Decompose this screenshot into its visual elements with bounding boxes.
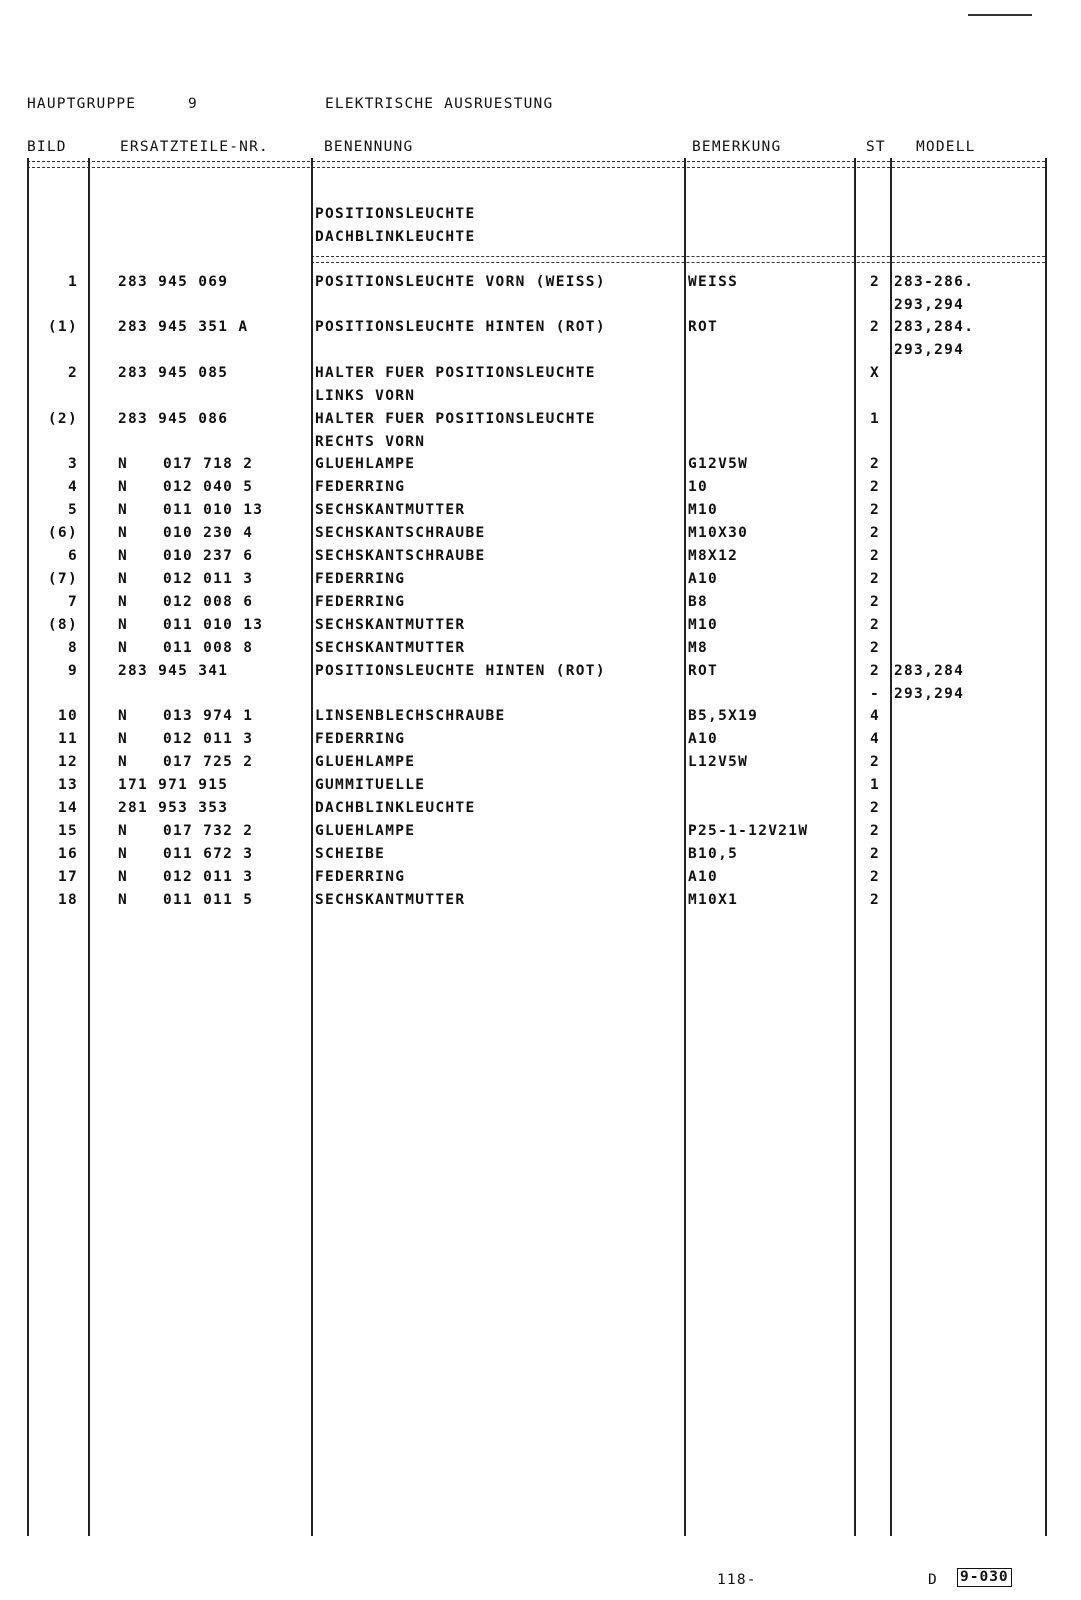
row-model-continued: 293,294 bbox=[894, 297, 965, 313]
row-bild: 15 bbox=[57, 823, 78, 839]
row-part-prefix: N bbox=[118, 502, 129, 518]
row-part-number: 017 718 2 bbox=[163, 456, 254, 472]
row-qty: 4 bbox=[869, 731, 880, 747]
main-group-title: ELEKTRISCHE AUSRUESTUNG bbox=[325, 96, 554, 112]
row-name: POSITIONSLEUCHTE HINTEN (ROT) bbox=[315, 319, 606, 335]
row-part-prefix: N bbox=[118, 571, 129, 587]
row-name: POSITIONSLEUCHTE VORN (WEISS) bbox=[315, 274, 606, 290]
row-remark: B8 bbox=[688, 594, 709, 610]
row-qty: 2 bbox=[869, 525, 880, 541]
row-part-number: 011 010 13 bbox=[163, 617, 264, 633]
row-part-prefix: N bbox=[118, 640, 129, 656]
row-qty: 2 bbox=[869, 640, 880, 656]
row-part-number: 283 945 341 bbox=[118, 663, 229, 679]
table-border-right bbox=[1045, 158, 1047, 1536]
row-bild: 4 bbox=[67, 479, 78, 495]
row-bild: 2 bbox=[67, 365, 78, 381]
row-model-continued: 293,294 bbox=[894, 342, 965, 358]
column-header-part-number: ERSATZTEILE-NR. bbox=[120, 139, 269, 155]
row-name: FEDERRING bbox=[315, 731, 406, 747]
row-name: SECHSKANTMUTTER bbox=[315, 502, 466, 518]
row-name: SECHSKANTMUTTER bbox=[315, 640, 466, 656]
row-qty: 2 bbox=[869, 663, 880, 679]
row-qty: 2 bbox=[869, 319, 880, 335]
row-remark: A10 bbox=[688, 731, 719, 747]
row-remark: M8X12 bbox=[688, 548, 739, 564]
row-part-number: 011 011 5 bbox=[163, 892, 254, 908]
row-part-number: 011 008 8 bbox=[163, 640, 254, 656]
row-bild: 9 bbox=[67, 663, 78, 679]
row-name: SCHEIBE bbox=[315, 846, 386, 862]
row-name: FEDERRING bbox=[315, 571, 406, 587]
column-header-name: BENENNUNG bbox=[324, 139, 414, 155]
row-remark: 10 bbox=[688, 479, 709, 495]
row-qty: 2 bbox=[869, 617, 880, 633]
row-name: FEDERRING bbox=[315, 869, 406, 885]
row-part-prefix: N bbox=[118, 548, 129, 564]
page-code-box: 9-030 bbox=[957, 1568, 1012, 1587]
row-bild: 7 bbox=[67, 594, 78, 610]
row-qty: 2 bbox=[869, 479, 880, 495]
row-model: 283-286. bbox=[894, 274, 975, 290]
row-name: SECHSKANTMUTTER bbox=[315, 617, 466, 633]
row-part-prefix: N bbox=[118, 708, 129, 724]
row-name: SECHSKANTSCHRAUBE bbox=[315, 525, 486, 541]
row-bild: (6) bbox=[47, 525, 78, 541]
row-part-number: 017 732 2 bbox=[163, 823, 254, 839]
row-remark: ROT bbox=[688, 663, 719, 679]
row-remark: M10X1 bbox=[688, 892, 739, 908]
row-bild: (1) bbox=[47, 319, 78, 335]
row-part-number: 171 971 915 bbox=[118, 777, 229, 793]
row-remark: A10 bbox=[688, 571, 719, 587]
row-remark: M8 bbox=[688, 640, 709, 656]
row-remark: ROT bbox=[688, 319, 719, 335]
column-divider-qty bbox=[890, 158, 892, 1536]
row-bild: 11 bbox=[57, 731, 78, 747]
row-part-prefix: N bbox=[118, 525, 129, 541]
row-qty: 2 bbox=[869, 548, 880, 564]
row-name: SECHSKANTSCHRAUBE bbox=[315, 548, 486, 564]
row-part-number: 283 945 086 bbox=[118, 411, 229, 427]
row-name: LINSENBLECHSCHRAUBE bbox=[315, 708, 506, 724]
column-header-remark: BEMERKUNG bbox=[692, 139, 782, 155]
row-qty: 1 bbox=[869, 411, 880, 427]
row-part-number: 013 974 1 bbox=[163, 708, 254, 724]
row-remark: M10X30 bbox=[688, 525, 749, 541]
row-remark: L12V5W bbox=[688, 754, 749, 770]
section-title-line1: POSITIONSLEUCHTE bbox=[315, 206, 476, 222]
row-name: GLUEHLAMPE bbox=[315, 754, 416, 770]
row-part-number: 283 945 069 bbox=[118, 274, 229, 290]
column-divider-bild bbox=[88, 158, 90, 1536]
row-bild: 1 bbox=[67, 274, 78, 290]
row-part-number: 010 230 4 bbox=[163, 525, 254, 541]
row-remark: M10 bbox=[688, 617, 719, 633]
row-name: GLUEHLAMPE bbox=[315, 456, 416, 472]
row-remark: A10 bbox=[688, 869, 719, 885]
row-bild: (2) bbox=[47, 411, 78, 427]
row-name: FEDERRING bbox=[315, 594, 406, 610]
row-bild: 16 bbox=[57, 846, 78, 862]
row-bild: 12 bbox=[57, 754, 78, 770]
row-model: 283,284 bbox=[894, 663, 965, 679]
row-qty: 4 bbox=[869, 708, 880, 724]
row-qty: 2 bbox=[869, 800, 880, 816]
row-name: GLUEHLAMPE bbox=[315, 823, 416, 839]
row-part-number: 012 011 3 bbox=[163, 731, 254, 747]
row-remark: G12V5W bbox=[688, 456, 749, 472]
row-part-number: 010 237 6 bbox=[163, 548, 254, 564]
row-remark: M10 bbox=[688, 502, 719, 518]
row-bild: 5 bbox=[67, 502, 78, 518]
row-qty: 1 bbox=[869, 777, 880, 793]
row-remark: WEISS bbox=[688, 274, 739, 290]
row-part-number: 283 945 085 bbox=[118, 365, 229, 381]
row-model-continued: 293,294 bbox=[894, 686, 965, 702]
row-name: FEDERRING bbox=[315, 479, 406, 495]
row-name: SECHSKANTMUTTER bbox=[315, 892, 466, 908]
row-part-number: 012 008 6 bbox=[163, 594, 254, 610]
row-part-prefix: N bbox=[118, 456, 129, 472]
row-part-prefix: N bbox=[118, 846, 129, 862]
column-header-bild: BILD bbox=[27, 139, 67, 155]
row-part-prefix: N bbox=[118, 617, 129, 633]
section-separator bbox=[311, 256, 1045, 263]
row-bild: 3 bbox=[67, 456, 78, 472]
scan-artifact bbox=[968, 14, 1032, 16]
section-title-line2: DACHBLINKLEUCHTE bbox=[315, 229, 476, 245]
row-qty: 2 bbox=[869, 823, 880, 839]
row-part-number: 012 011 3 bbox=[163, 571, 254, 587]
row-bild: 8 bbox=[67, 640, 78, 656]
row-part-prefix: N bbox=[118, 869, 129, 885]
row-qty: 2 bbox=[869, 846, 880, 862]
row-part-prefix: N bbox=[118, 754, 129, 770]
row-qty: 2 bbox=[869, 274, 880, 290]
row-qty: 2 bbox=[869, 892, 880, 908]
row-part-number: 011 672 3 bbox=[163, 846, 254, 862]
row-remark: B10,5 bbox=[688, 846, 739, 862]
row-part-prefix: N bbox=[118, 479, 129, 495]
header-separator bbox=[27, 161, 1045, 168]
row-part-number: 012 011 3 bbox=[163, 869, 254, 885]
row-name: POSITIONSLEUCHTE HINTEN (ROT) bbox=[315, 663, 606, 679]
main-group-number: 9 bbox=[188, 96, 198, 112]
column-divider-part-number bbox=[311, 158, 313, 1536]
row-part-number: 283 945 351 A bbox=[118, 319, 249, 335]
row-name-continued: RECHTS VORN bbox=[315, 434, 426, 450]
table-border-left bbox=[27, 158, 29, 1536]
row-qty-continued: - bbox=[869, 686, 880, 702]
column-header-qty: ST bbox=[866, 139, 886, 155]
main-group-label: HAUPTGRUPPE bbox=[27, 96, 137, 112]
row-bild: 13 bbox=[57, 777, 78, 793]
row-part-number: 017 725 2 bbox=[163, 754, 254, 770]
row-part-number: 281 953 353 bbox=[118, 800, 229, 816]
row-name: HALTER FUER POSITIONSLEUCHTE bbox=[315, 365, 596, 381]
row-bild: 17 bbox=[57, 869, 78, 885]
row-part-prefix: N bbox=[118, 823, 129, 839]
row-name: HALTER FUER POSITIONSLEUCHTE bbox=[315, 411, 596, 427]
row-bild: 14 bbox=[57, 800, 78, 816]
row-part-prefix: N bbox=[118, 731, 129, 747]
row-part-number: 012 040 5 bbox=[163, 479, 254, 495]
row-model: 283,284. bbox=[894, 319, 975, 335]
row-qty: 2 bbox=[869, 456, 880, 472]
row-bild: 18 bbox=[57, 892, 78, 908]
row-qty: 2 bbox=[869, 571, 880, 587]
row-bild: 6 bbox=[67, 548, 78, 564]
row-bild: (7) bbox=[47, 571, 78, 587]
row-qty: 2 bbox=[869, 594, 880, 610]
row-qty: 2 bbox=[869, 502, 880, 518]
row-name: DACHBLINKLEUCHTE bbox=[315, 800, 476, 816]
row-qty: 2 bbox=[869, 754, 880, 770]
edition-letter: D bbox=[928, 1572, 938, 1588]
row-qty: 2 bbox=[869, 869, 880, 885]
row-part-prefix: N bbox=[118, 892, 129, 908]
column-header-model: MODELL bbox=[916, 139, 976, 155]
row-remark: P25-1-12V21W bbox=[688, 823, 809, 839]
row-remark: B5,5X19 bbox=[688, 708, 759, 724]
row-bild: 10 bbox=[57, 708, 78, 724]
row-name-continued: LINKS VORN bbox=[315, 388, 416, 404]
row-part-number: 011 010 13 bbox=[163, 502, 264, 518]
row-qty: X bbox=[869, 365, 880, 381]
column-divider-name bbox=[684, 158, 686, 1536]
row-bild: (8) bbox=[47, 617, 78, 633]
row-name: GUMMITUELLE bbox=[315, 777, 426, 793]
row-part-prefix: N bbox=[118, 594, 129, 610]
page-number: 118- bbox=[717, 1572, 757, 1588]
